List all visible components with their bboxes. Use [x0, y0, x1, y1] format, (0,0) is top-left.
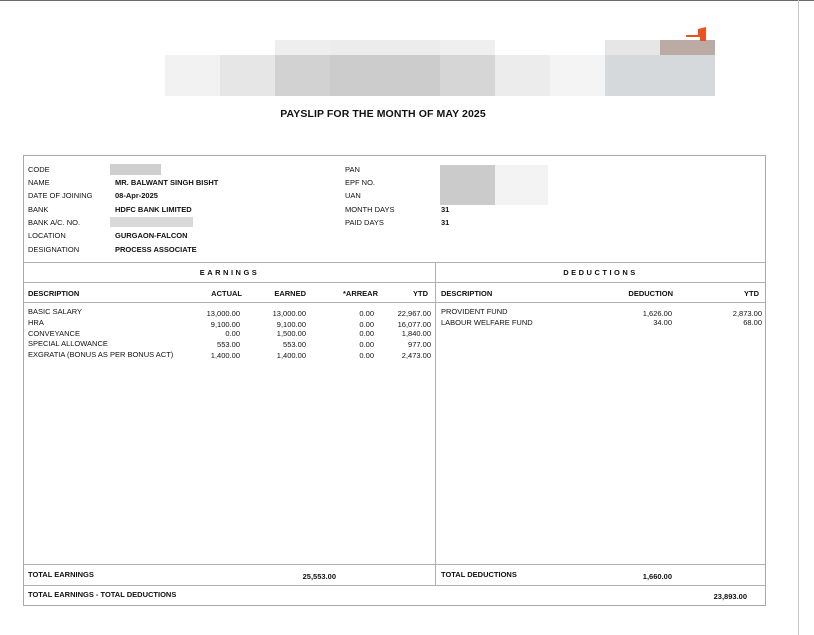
earnings-col-ytd: YTD	[413, 289, 428, 298]
earning-earned: 13,000.00	[272, 309, 306, 318]
value-bank: HDFC BANK LIMITED	[115, 205, 192, 214]
value-month-days: 31	[441, 205, 450, 214]
divider-employee-details	[24, 262, 765, 263]
total-deductions-value: 1,660.00	[642, 572, 672, 581]
label-month-days: MONTH DAYS	[345, 205, 395, 214]
earning-ytd: 22,967.00	[397, 309, 431, 318]
earning-ytd: 2,473.00	[401, 351, 431, 360]
total-earnings-label: TOTAL EARNINGS	[28, 570, 94, 579]
divider-net	[24, 585, 765, 586]
divider-earnings-deductions	[435, 263, 436, 585]
label-code: CODE	[28, 165, 50, 174]
divider-section-headings	[24, 282, 765, 283]
deductions-col-description: DESCRIPTION	[441, 289, 493, 298]
label-uan: UAN	[345, 191, 361, 200]
total-earnings-value: 25,553.00	[302, 572, 336, 581]
earning-actual: 1,400.00	[210, 351, 240, 360]
label-epf-no: EPF NO.	[345, 178, 376, 187]
earning-description: BASIC SALARY	[28, 307, 83, 316]
earning-ytd: 1,840.00	[401, 329, 431, 338]
earning-earned: 1,500.00	[276, 329, 306, 338]
earning-arrear: 0.00	[359, 320, 374, 329]
earning-actual: 13,000.00	[206, 309, 240, 318]
net-pay-label: TOTAL EARNINGS - TOTAL DEDUCTIONS	[28, 590, 177, 599]
redacted-pan-epf-uan-edge	[495, 165, 548, 205]
deductions-col-ytd: YTD	[744, 289, 759, 298]
deduction-ytd: 68.00	[743, 318, 762, 327]
redacted-code	[110, 164, 161, 175]
earning-description: EXGRATIA (BONUS AS PER BONUS ACT)	[28, 350, 174, 359]
label-date-of-joining: DATE OF JOINING	[28, 191, 93, 200]
earning-ytd: 16,077.00	[397, 320, 431, 329]
company-logo-icon	[686, 27, 706, 41]
earning-arrear: 0.00	[359, 340, 374, 349]
earning-actual: 553.00	[217, 340, 240, 349]
label-paid-days: PAID DAYS	[345, 218, 384, 227]
label-bank-account: BANK A/C. NO.	[28, 218, 81, 227]
earning-actual: 0.00	[225, 329, 240, 338]
page-top-border	[0, 0, 814, 1]
earning-actual: 9,100.00	[210, 320, 240, 329]
earning-earned: 1,400.00	[276, 351, 306, 360]
deduction-ytd: 2,873.00	[732, 309, 762, 318]
earnings-col-earned: EARNED	[274, 289, 306, 298]
earnings-col-description: DESCRIPTION	[28, 289, 80, 298]
earning-description: SPECIAL ALLOWANCE	[28, 339, 108, 348]
earnings-heading: EARNINGS	[199, 268, 260, 277]
redacted-pan-epf-uan	[440, 165, 495, 205]
value-paid-days: 31	[441, 218, 450, 227]
deduction-description: LABOUR WELFARE FUND	[441, 318, 533, 327]
label-designation: DESIGNATION	[28, 245, 80, 254]
earning-description: HRA	[28, 318, 44, 327]
earning-earned: 9,100.00	[276, 320, 306, 329]
label-pan: PAN	[345, 165, 360, 174]
value-location: GURGAON-FALCON	[115, 231, 188, 240]
earning-earned: 553.00	[283, 340, 306, 349]
deduction-amount: 34.00	[653, 318, 672, 327]
deduction-amount: 1,626.00	[642, 309, 672, 318]
value-designation: PROCESS ASSOCIATE	[115, 245, 197, 254]
redacted-bank-account	[110, 217, 193, 227]
earning-arrear: 0.00	[359, 351, 374, 360]
earning-description: CONVEYANCE	[28, 329, 80, 338]
payslip-title: PAYSLIP FOR THE MONTH OF MAY 2025	[280, 108, 486, 120]
earning-ytd: 977.00	[408, 340, 431, 349]
deduction-description: PROVIDENT FUND	[441, 307, 508, 316]
label-location: LOCATION	[28, 231, 66, 240]
value-name: MR. BALWANT SINGH BISHT	[115, 178, 219, 187]
value-date-of-joining: 08-Apr-2025	[115, 191, 158, 200]
total-deductions-label: TOTAL DEDUCTIONS	[441, 570, 517, 579]
deductions-col-deduction: DEDUCTION	[628, 289, 673, 298]
net-pay-value: 23,893.00	[713, 592, 747, 601]
label-bank: BANK	[28, 205, 49, 214]
page-right-border	[798, 0, 799, 635]
divider-column-headers	[24, 302, 765, 303]
divider-totals	[24, 564, 765, 565]
earnings-col-arrear: *ARREAR	[342, 289, 378, 298]
earnings-col-actual: ACTUAL	[211, 289, 242, 298]
label-name: NAME	[28, 178, 50, 187]
deductions-heading: DEDUCTIONS	[563, 268, 638, 277]
earning-arrear: 0.00	[359, 329, 374, 338]
earning-arrear: 0.00	[359, 309, 374, 318]
